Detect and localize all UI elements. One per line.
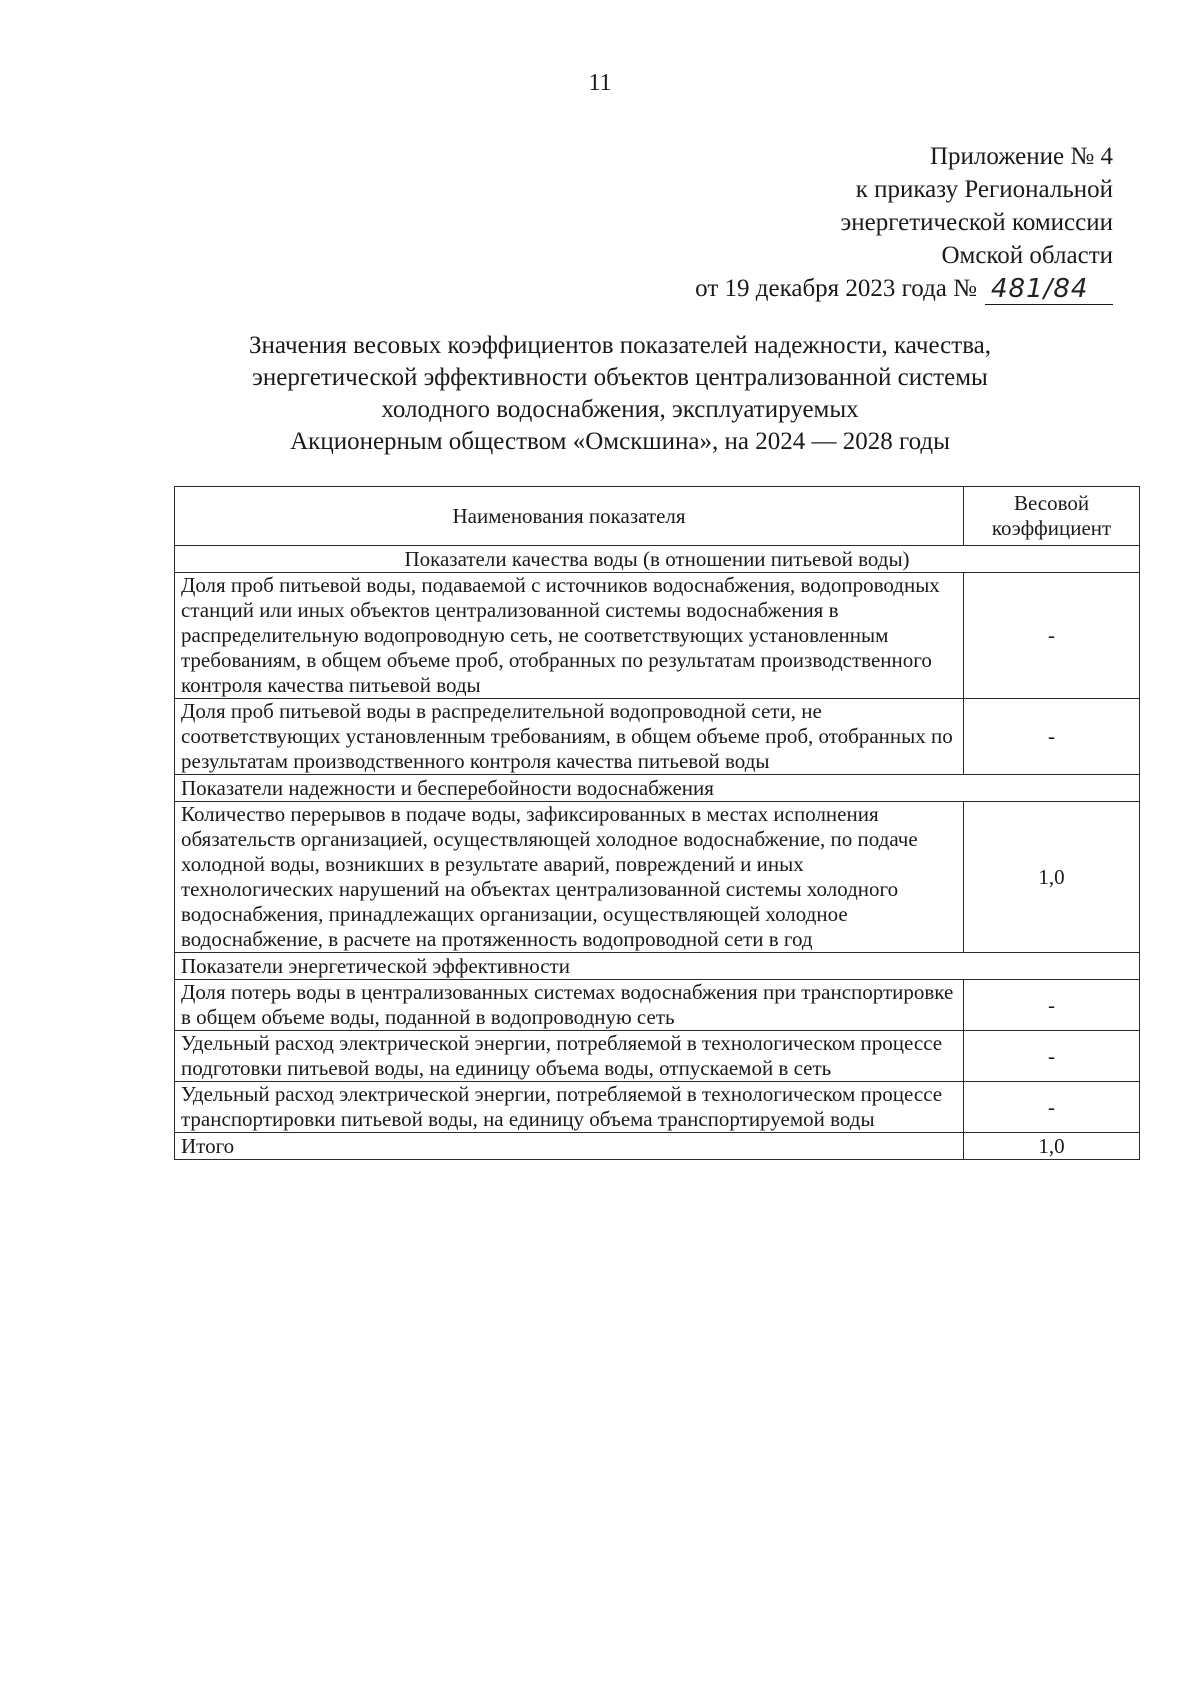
appendix-block [695, 140, 1113, 305]
section-title-reliability: Показатели надежности и бесперебойности водоснабжения [175, 775, 1140, 802]
table-row [175, 1082, 1140, 1133]
table-row [175, 573, 1140, 699]
indicator-coefficient: - [964, 573, 1140, 699]
title-line-1: Значения весовых коэффициентов показателей надежности, качества, [248, 332, 992, 359]
total-label: Итого [175, 1133, 964, 1160]
section-row [175, 775, 1140, 802]
page-number: 11 [588, 70, 612, 96]
order-number-handwritten: 481/84 [985, 274, 1113, 305]
indicator-coefficient: - [964, 1082, 1140, 1133]
indicator-coefficient: - [964, 699, 1140, 775]
table-row [175, 980, 1140, 1031]
order-line [695, 272, 1113, 305]
title-line-4: Акционерным обществом «Омскшина», на 2024 — 2028 годы [290, 428, 950, 455]
total-coefficient: 1,0 [964, 1133, 1140, 1160]
title-line-3: холодного водоснабжения, эксплуатируемых [381, 396, 859, 423]
indicators-table [174, 486, 1140, 1160]
header-indicator-name: Наименования показателя [175, 487, 964, 546]
appendix-title: Приложение № 4 [929, 143, 1113, 170]
document-title [180, 330, 1060, 458]
indicator-name: Количество перерывов в подаче воды, зафиксированных в местах исполнения обязательств организацией, осуществляющей холодное водоснабжение, по подаче холодной воды, возникших в результате аварий, повреждений и иных технологических нарушений на объектах централизованной системы холодного водоснабжения, принадлежащих организации, осуществляющей холодное водоснабжение, в расчете на протяженность водопроводной сети в год [175, 802, 964, 953]
total-row [175, 1133, 1140, 1160]
indicator-name: Удельный расход электрической энергии, потребляемой в технологическом процессе подготовки питьевой воды, на единицу объема воды, отпускаемой в сеть [175, 1031, 964, 1082]
appendix-order-ref: к приказу Региональной [855, 176, 1113, 203]
table-row [175, 1031, 1140, 1082]
indicator-name: Доля проб питьевой воды, подаваемой с источников водоснабжения, водопроводных станций или иных объектов централизованной системы водоснабжения в распределительную водопроводную сеть, не соответствующих установленным требованиям, в общем объеме проб, отобранных по результатам производственного контроля качества питьевой воды [175, 573, 964, 699]
indicator-name: Доля потерь воды в централизованных системах водоснабжения при транспортировке в общем объеме воды, поданной в водопроводную сеть [175, 980, 964, 1031]
indicator-coefficient: - [964, 1031, 1140, 1082]
appendix-commission: энергетической комиссии [840, 209, 1113, 236]
table-row [175, 699, 1140, 775]
header-weight-coefficient: Весовой коэффициент [964, 487, 1140, 546]
title-line-2: энергетической эффективности объектов централизованной системы [252, 364, 988, 391]
indicator-name: Доля проб питьевой воды в распределительной водопроводной сети, не соответствующих установленным требованиям, в общем объеме проб, отобранных по результатам производственного контроля качества питьевой воды [175, 699, 964, 775]
indicator-coefficient: - [964, 980, 1140, 1031]
table-header-row [175, 487, 1140, 546]
appendix-date-line [695, 272, 1113, 305]
appendix-region: Омской области [941, 242, 1113, 269]
table-row [175, 802, 1140, 953]
indicator-coefficient: 1,0 [964, 802, 1140, 953]
section-title-water-quality: Показатели качества воды (в отношении питьевой воды) [175, 546, 1140, 573]
section-title-energy-efficiency: Показатели энергетической эффективности [175, 953, 1140, 980]
indicator-name: Удельный расход электрической энергии, потребляемой в технологическом процессе транспортировки питьевой воды, на единицу объема транспортируемой воды [175, 1082, 964, 1133]
order-date: от 19 декабря 2023 года № [695, 275, 977, 302]
section-row [175, 546, 1140, 573]
section-row [175, 953, 1140, 980]
